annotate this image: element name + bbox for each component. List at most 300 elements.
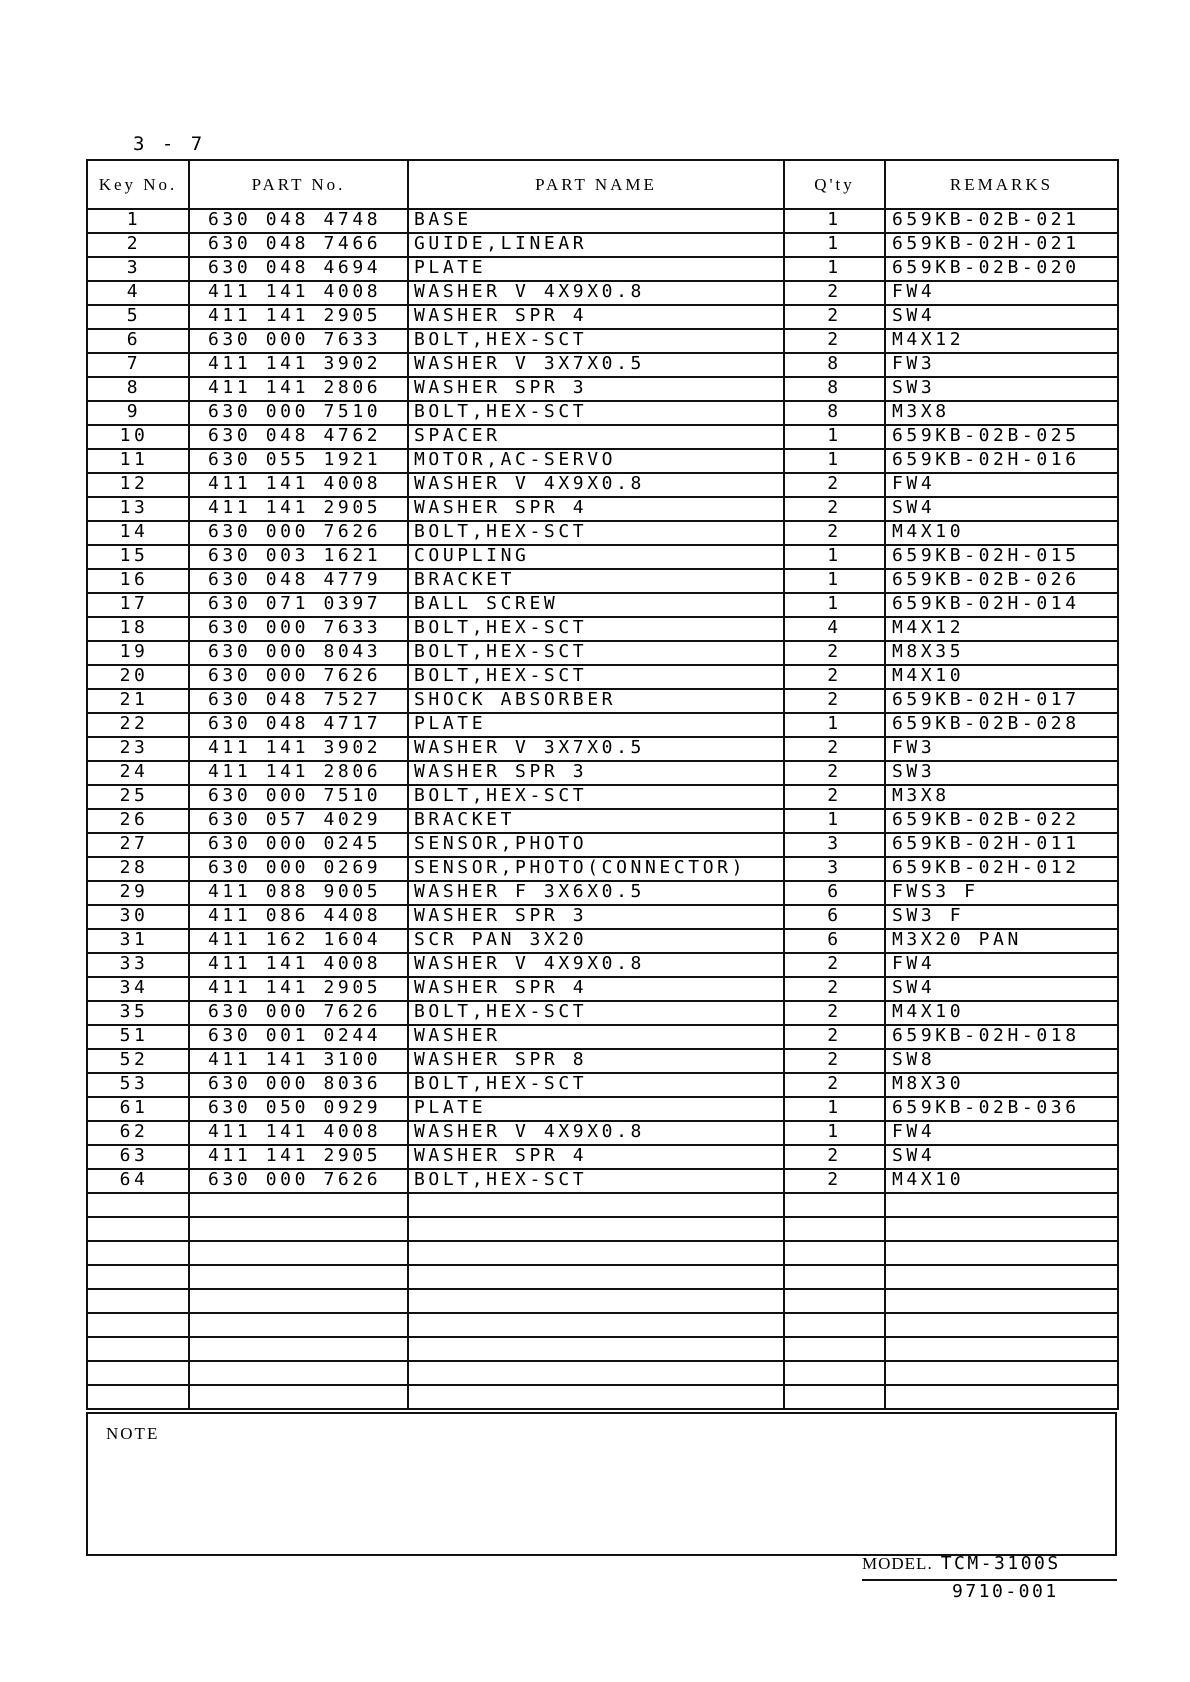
part-name-cell: WASHER SPR 3 [408,761,784,785]
part-no-cell: 411 141 3100 [189,1049,408,1073]
remarks-cell: 659KB-02B-022 [885,809,1118,833]
part-no-cell: 630 000 7633 [189,617,408,641]
remarks-cell: FWS3 F [885,881,1118,905]
part-name-cell: BRACKET [408,809,784,833]
key-no-cell: 21 [87,689,189,713]
empty-cell [189,1217,408,1241]
part-name-cell: WASHER F 3X6X0.5 [408,881,784,905]
table-row [87,1049,1118,1073]
remarks-cell: SW3 [885,377,1118,401]
empty-cell [885,1193,1118,1217]
remarks-cell: 659KB-02B-021 [885,209,1118,233]
empty-cell [87,1385,189,1409]
part-name-cell: MOTOR,AC-SERVO [408,449,784,473]
qty-cell: 1 [784,209,885,233]
table-row [87,401,1118,425]
part-no-cell: 630 000 7626 [189,1169,408,1193]
part-name-cell: BOLT,HEX-SCT [408,1001,784,1025]
part-no-cell: 630 048 4748 [189,209,408,233]
key-no-cell: 12 [87,473,189,497]
qty-cell: 2 [784,1073,885,1097]
remarks-cell: SW8 [885,1049,1118,1073]
empty-table-row [87,1217,1118,1241]
qty-cell: 1 [784,545,885,569]
remarks-cell: FW4 [885,473,1118,497]
remarks-cell: 659KB-02H-015 [885,545,1118,569]
key-no-cell: 31 [87,929,189,953]
empty-cell [87,1193,189,1217]
table-row [87,257,1118,281]
empty-cell [408,1313,784,1337]
empty-cell [87,1313,189,1337]
remarks-cell: FW3 [885,353,1118,377]
key-no-cell: 53 [87,1073,189,1097]
empty-cell [408,1193,784,1217]
qty-cell: 2 [784,1169,885,1193]
empty-cell [87,1217,189,1241]
part-no-cell: 411 141 4008 [189,473,408,497]
qty-cell: 2 [784,689,885,713]
qty-cell: 2 [784,977,885,1001]
part-no-cell: 630 000 8036 [189,1073,408,1097]
empty-cell [408,1241,784,1265]
table-row [87,1001,1118,1025]
table-row [87,689,1118,713]
table-row [87,353,1118,377]
empty-cell [189,1193,408,1217]
remarks-cell: 659KB-02H-021 [885,233,1118,257]
qty-cell: 2 [784,305,885,329]
remarks-cell: SW4 [885,497,1118,521]
empty-cell [408,1361,784,1385]
empty-cell [408,1289,784,1313]
part-name-cell: WASHER V 3X7X0.5 [408,737,784,761]
qty-cell: 1 [784,713,885,737]
qty-cell: 2 [784,1001,885,1025]
page-number: 3 - 7 [133,133,206,155]
table-row [87,977,1118,1001]
part-name-cell: SHOCK ABSORBER [408,689,784,713]
key-no-cell: 51 [87,1025,189,1049]
qty-cell: 2 [784,329,885,353]
key-no-cell: 27 [87,833,189,857]
part-name-cell: BOLT,HEX-SCT [408,665,784,689]
key-no-cell: 20 [87,665,189,689]
empty-table-row [87,1265,1118,1289]
qty-cell: 1 [784,809,885,833]
table-row [87,905,1118,929]
table-row [87,761,1118,785]
qty-cell: 2 [784,1025,885,1049]
part-name-cell: BRACKET [408,569,784,593]
empty-cell [885,1313,1118,1337]
remarks-cell: 659KB-02H-012 [885,857,1118,881]
table-row [87,953,1118,977]
table-row [87,1073,1118,1097]
part-name-cell: WASHER V 4X9X0.8 [408,473,784,497]
part-no-cell: 630 000 0269 [189,857,408,881]
qty-cell: 6 [784,881,885,905]
part-name-cell: WASHER V 3X7X0.5 [408,353,784,377]
remarks-cell: M4X12 [885,617,1118,641]
empty-cell [784,1289,885,1313]
part-name-cell: BOLT,HEX-SCT [408,1169,784,1193]
table-row [87,569,1118,593]
empty-cell [885,1337,1118,1361]
part-name-cell: BOLT,HEX-SCT [408,1073,784,1097]
qty-cell: 1 [784,257,885,281]
remarks-cell: M4X10 [885,1001,1118,1025]
empty-cell [885,1217,1118,1241]
part-name-cell: WASHER V 4X9X0.8 [408,953,784,977]
table-row [87,305,1118,329]
qty-cell: 2 [784,737,885,761]
part-name-cell: SPACER [408,425,784,449]
header-qty: Q'ty [784,160,885,209]
remarks-cell: M4X10 [885,665,1118,689]
key-no-cell: 33 [87,953,189,977]
empty-cell [189,1361,408,1385]
part-name-cell: WASHER [408,1025,784,1049]
key-no-cell: 30 [87,905,189,929]
remarks-cell: M3X8 [885,785,1118,809]
remarks-cell: 659KB-02H-016 [885,449,1118,473]
key-no-cell: 64 [87,1169,189,1193]
key-no-cell: 11 [87,449,189,473]
part-no-cell: 630 048 4717 [189,713,408,737]
qty-cell: 6 [784,905,885,929]
part-no-cell: 630 048 4779 [189,569,408,593]
qty-cell: 2 [784,521,885,545]
empty-cell [885,1289,1118,1313]
part-no-cell: 630 000 7510 [189,785,408,809]
empty-cell [87,1289,189,1313]
qty-cell: 2 [784,497,885,521]
remarks-cell: M3X8 [885,401,1118,425]
empty-cell [784,1193,885,1217]
qty-cell: 1 [784,449,885,473]
key-no-cell: 24 [87,761,189,785]
part-no-cell: 411 141 3902 [189,353,408,377]
part-name-cell: SCR PAN 3X20 [408,929,784,953]
qty-cell: 1 [784,233,885,257]
part-no-cell: 411 141 4008 [189,1121,408,1145]
table-row [87,281,1118,305]
qty-cell: 2 [784,785,885,809]
parts-list-table [86,159,1119,1410]
key-no-cell: 35 [87,1001,189,1025]
empty-cell [408,1337,784,1361]
key-no-cell: 34 [87,977,189,1001]
table-row [87,1121,1118,1145]
part-name-cell: GUIDE,LINEAR [408,233,784,257]
remarks-cell: SW4 [885,305,1118,329]
key-no-cell: 23 [87,737,189,761]
part-no-cell: 630 000 7510 [189,401,408,425]
part-no-cell: 630 000 8043 [189,641,408,665]
part-name-cell: PLATE [408,1097,784,1121]
part-no-cell: 630 000 0245 [189,833,408,857]
part-no-cell: 411 141 2905 [189,977,408,1001]
qty-cell: 8 [784,377,885,401]
key-no-cell: 1 [87,209,189,233]
remarks-cell: FW4 [885,281,1118,305]
key-no-cell: 25 [87,785,189,809]
part-no-cell: 630 000 7626 [189,665,408,689]
qty-cell: 2 [784,641,885,665]
table-row [87,497,1118,521]
document-number: 9710-001 [952,1581,1059,1602]
remarks-cell: 659KB-02B-026 [885,569,1118,593]
key-no-cell: 28 [87,857,189,881]
empty-cell [189,1313,408,1337]
part-no-cell: 630 048 4694 [189,257,408,281]
empty-cell [784,1337,885,1361]
key-no-cell: 18 [87,617,189,641]
note-box [86,1412,1117,1556]
qty-cell: 2 [784,665,885,689]
remarks-cell: M4X10 [885,521,1118,545]
empty-cell [784,1385,885,1409]
table-row [87,209,1118,233]
qty-cell: 2 [784,1049,885,1073]
empty-cell [87,1265,189,1289]
qty-cell: 2 [784,761,885,785]
table-row [87,617,1118,641]
part-no-cell: 630 000 7626 [189,521,408,545]
header-part-no: PART No. [189,160,408,209]
empty-cell [885,1361,1118,1385]
remarks-cell: FW3 [885,737,1118,761]
empty-cell [189,1337,408,1361]
key-no-cell: 52 [87,1049,189,1073]
qty-cell: 6 [784,929,885,953]
key-no-cell: 22 [87,713,189,737]
part-name-cell: BOLT,HEX-SCT [408,641,784,665]
key-no-cell: 19 [87,641,189,665]
table-row [87,425,1118,449]
qty-cell: 4 [784,617,885,641]
header-part-name: PART NAME [408,160,784,209]
empty-cell [189,1265,408,1289]
empty-table-row [87,1361,1118,1385]
part-name-cell: WASHER SPR 3 [408,377,784,401]
part-name-cell: BOLT,HEX-SCT [408,521,784,545]
key-no-cell: 14 [87,521,189,545]
remarks-cell: 659KB-02H-014 [885,593,1118,617]
table-row [87,929,1118,953]
qty-cell: 1 [784,1121,885,1145]
part-name-cell: BALL SCREW [408,593,784,617]
part-no-cell: 630 057 4029 [189,809,408,833]
part-no-cell: 630 055 1921 [189,449,408,473]
part-no-cell: 411 141 2905 [189,1145,408,1169]
part-no-cell: 630 050 0929 [189,1097,408,1121]
qty-cell: 2 [784,1145,885,1169]
part-name-cell: COUPLING [408,545,784,569]
part-no-cell: 411 141 4008 [189,281,408,305]
part-name-cell: WASHER SPR 4 [408,305,784,329]
table-row [87,593,1118,617]
table-row [87,521,1118,545]
key-no-cell: 2 [87,233,189,257]
key-no-cell: 4 [87,281,189,305]
remarks-cell: FW4 [885,953,1118,977]
remarks-cell: M3X20 PAN [885,929,1118,953]
qty-cell: 1 [784,1097,885,1121]
empty-cell [408,1217,784,1241]
model-label: MODEL. [862,1554,933,1573]
part-no-cell: 411 141 2905 [189,305,408,329]
key-no-cell: 61 [87,1097,189,1121]
part-name-cell: WASHER V 4X9X0.8 [408,1121,784,1145]
key-no-cell: 7 [87,353,189,377]
table-row [87,665,1118,689]
remarks-cell: SW3 F [885,905,1118,929]
qty-cell: 1 [784,425,885,449]
key-no-cell: 8 [87,377,189,401]
model-value: TCM-3100S [940,1553,1061,1574]
empty-cell [189,1289,408,1313]
model-line [862,1553,1117,1581]
part-name-cell: PLATE [408,257,784,281]
table-row [87,473,1118,497]
remarks-cell: 659KB-02B-028 [885,713,1118,737]
header-key-no: Key No. [87,160,189,209]
table-row [87,233,1118,257]
table-row [87,545,1118,569]
part-no-cell: 630 000 7633 [189,329,408,353]
table-row [87,1025,1118,1049]
empty-cell [784,1361,885,1385]
key-no-cell: 17 [87,593,189,617]
table-row [87,833,1118,857]
table-row [87,377,1118,401]
part-name-cell: WASHER SPR 4 [408,497,784,521]
empty-table-row [87,1289,1118,1313]
note-label: NOTE [106,1424,160,1443]
qty-cell: 2 [784,281,885,305]
qty-cell: 3 [784,857,885,881]
key-no-cell: 15 [87,545,189,569]
part-no-cell: 411 141 2806 [189,377,408,401]
empty-table-row [87,1385,1118,1409]
empty-table-row [87,1337,1118,1361]
remarks-cell: FW4 [885,1121,1118,1145]
part-no-cell: 630 003 1621 [189,545,408,569]
table-header-row [87,160,1118,209]
key-no-cell: 13 [87,497,189,521]
qty-cell: 1 [784,569,885,593]
remarks-cell: M4X10 [885,1169,1118,1193]
part-name-cell: SENSOR,PHOTO [408,833,784,857]
empty-cell [885,1385,1118,1409]
part-name-cell: WASHER SPR 4 [408,1145,784,1169]
empty-cell [189,1385,408,1409]
empty-cell [408,1265,784,1289]
empty-cell [87,1361,189,1385]
qty-cell: 1 [784,593,885,617]
header-remarks: REMARKS [885,160,1118,209]
remarks-cell: 659KB-02H-017 [885,689,1118,713]
table-row [87,449,1118,473]
part-no-cell: 411 162 1604 [189,929,408,953]
table-row [87,713,1118,737]
remarks-cell: 659KB-02H-018 [885,1025,1118,1049]
part-no-cell: 630 000 7626 [189,1001,408,1025]
remarks-cell: 659KB-02B-036 [885,1097,1118,1121]
part-name-cell: WASHER SPR 8 [408,1049,784,1073]
remarks-cell: 659KB-02B-025 [885,425,1118,449]
key-no-cell: 29 [87,881,189,905]
table-row [87,1097,1118,1121]
table-row [87,857,1118,881]
empty-cell [784,1313,885,1337]
part-no-cell: 630 048 4762 [189,425,408,449]
empty-cell [885,1265,1118,1289]
part-no-cell: 411 141 3902 [189,737,408,761]
part-name-cell: SENSOR,PHOTO(CONNECTOR) [408,857,784,881]
part-name-cell: BOLT,HEX-SCT [408,785,784,809]
table-row [87,737,1118,761]
key-no-cell: 62 [87,1121,189,1145]
part-no-cell: 411 086 4408 [189,905,408,929]
key-no-cell: 3 [87,257,189,281]
table-row [87,329,1118,353]
remarks-cell: SW4 [885,1145,1118,1169]
table-row [87,785,1118,809]
key-no-cell: 26 [87,809,189,833]
key-no-cell: 5 [87,305,189,329]
qty-cell: 8 [784,353,885,377]
empty-cell [87,1337,189,1361]
qty-cell: 8 [784,401,885,425]
empty-cell [885,1241,1118,1265]
remarks-cell: 659KB-02B-020 [885,257,1118,281]
key-no-cell: 6 [87,329,189,353]
part-name-cell: BOLT,HEX-SCT [408,401,784,425]
empty-cell [784,1241,885,1265]
part-name-cell: WASHER V 4X9X0.8 [408,281,784,305]
qty-cell: 3 [784,833,885,857]
remarks-cell: M4X12 [885,329,1118,353]
empty-cell [784,1265,885,1289]
part-name-cell: PLATE [408,713,784,737]
empty-cell [784,1217,885,1241]
empty-cell [189,1241,408,1265]
part-name-cell: BOLT,HEX-SCT [408,329,784,353]
key-no-cell: 16 [87,569,189,593]
part-no-cell: 411 088 9005 [189,881,408,905]
part-name-cell: WASHER SPR 3 [408,905,784,929]
part-no-cell: 630 001 0244 [189,1025,408,1049]
qty-cell: 2 [784,473,885,497]
part-no-cell: 630 071 0397 [189,593,408,617]
remarks-cell: SW4 [885,977,1118,1001]
part-name-cell: WASHER SPR 4 [408,977,784,1001]
remarks-cell: M8X35 [885,641,1118,665]
part-no-cell: 630 048 7466 [189,233,408,257]
qty-cell: 2 [784,953,885,977]
remarks-cell: SW3 [885,761,1118,785]
table-row [87,881,1118,905]
empty-table-row [87,1313,1118,1337]
remarks-cell: 659KB-02H-011 [885,833,1118,857]
table-row [87,809,1118,833]
part-no-cell: 411 141 2806 [189,761,408,785]
key-no-cell: 9 [87,401,189,425]
part-no-cell: 411 141 4008 [189,953,408,977]
